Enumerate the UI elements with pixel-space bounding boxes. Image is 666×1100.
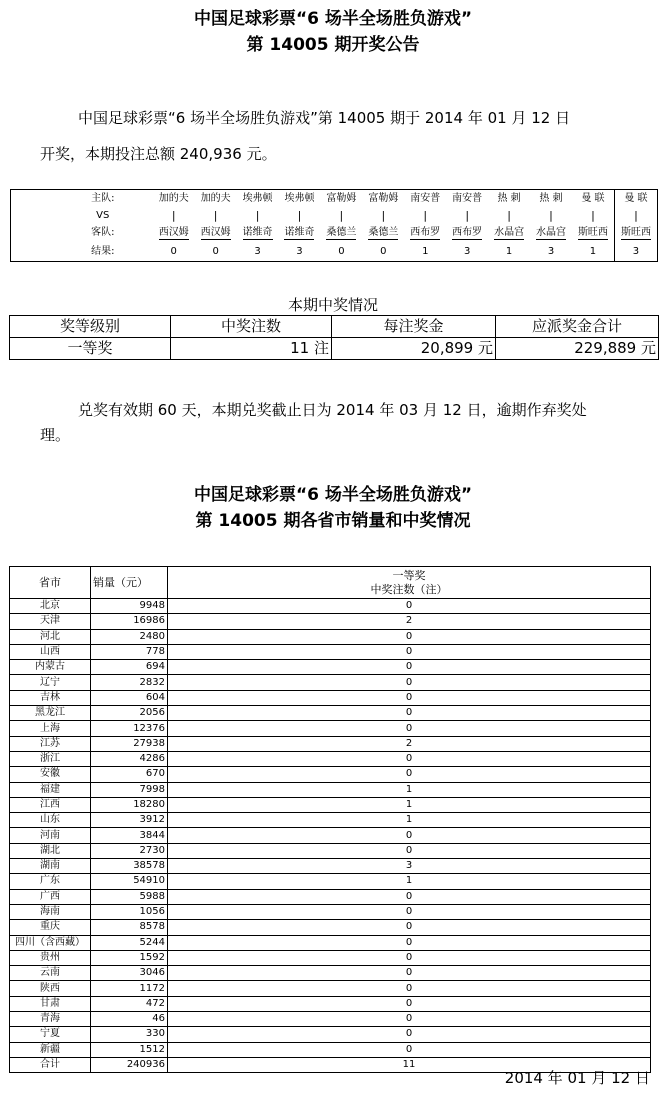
province-row [10,706,651,721]
match-result-9: 1 [505,245,513,257]
province-sales: 1592 [91,950,168,965]
province-name: 上海 [10,721,91,736]
province-row [10,981,651,996]
match-result-10: 3 [547,245,555,257]
match-result-1: 0 [170,245,177,257]
province-header: 省市 [10,567,91,599]
match-home-10: 热 刺 [539,193,563,204]
province-row [10,1012,651,1027]
province-row [10,996,651,1011]
matches-table [10,189,658,262]
province-row [10,782,651,797]
match-home-3: 埃弗顿 [242,193,273,204]
match-home-8: 南安普 [452,193,483,204]
province-row [10,1027,651,1042]
match-separator: | [591,209,595,222]
province-row [10,660,651,675]
match-separator: | [339,209,344,222]
province-sales: 54910 [91,874,168,889]
match-result-8: 3 [463,245,471,257]
province-wins: 0 [168,935,651,950]
match-away-name: 斯旺西 [620,227,651,238]
province-sales: 694 [91,660,168,675]
match-away-name: 诺维奇 [242,227,273,238]
match-separator: | [507,209,511,222]
province-wins: 1 [168,782,651,797]
province-name: 黑龙江 [10,706,91,721]
matches-vs-row [11,207,658,224]
prize-section-title: 本期中奖情况 [287,296,378,314]
match-result-3: 3 [254,245,261,257]
province-name: 云南 [10,966,91,981]
province-name: 吉林 [10,690,91,705]
match-result-11: 1 [589,245,597,257]
province-row [10,843,651,858]
match-result-12: 3 [614,241,657,262]
province-wins: 0 [168,1027,651,1042]
province-table [9,566,651,1073]
first-prize-header-sub: 中奖注数（注） [370,582,448,596]
sales-subtitle: 第 14005 期各省市销量和中奖情况 [195,511,471,531]
matches-vs-label-cell [11,207,153,224]
province-wins: 0 [168,950,651,965]
province-row [10,644,651,659]
province-sales: 778 [91,644,168,659]
province-row [10,721,651,736]
prize-total: 229,889 元 [496,338,659,360]
province-sales: 5988 [91,889,168,904]
match-separator: | [381,209,386,222]
province-row [10,751,651,766]
province-sales: 16986 [91,614,168,629]
province-name: 北京 [10,599,91,614]
matches-home-row [11,190,658,208]
province-row [10,1042,651,1057]
match-away-6 [362,224,404,241]
province-sales: 2056 [91,706,168,721]
prize-header-count: 中奖注数 [171,316,332,338]
match-separator: | [465,209,470,222]
matches-away-row [11,224,658,241]
sales-title: 中国足球彩票“6 场半全场胜负游戏” [193,485,473,505]
province-wins: 0 [168,751,651,766]
footer-date: 2014 年 01 月 12 日 [504,1069,650,1087]
province-sales: 472 [91,996,168,1011]
intro-line-2: 开奖，本期投注总额 240,936 元。 [40,145,277,163]
province-row [10,889,651,904]
matches-result-label-cell [11,241,153,262]
match-away-name: 斯旺西 [577,227,608,238]
province-wins: 1 [168,874,651,889]
match-away-name: 西布罗 [452,227,483,238]
province-sales: 27938 [91,736,168,751]
province-row [10,859,651,874]
province-wins: 0 [168,966,651,981]
province-sales: 18280 [91,797,168,812]
match-separator: | [614,207,657,224]
matches-result-row [11,241,658,262]
province-row [10,950,651,965]
province-name: 安徽 [10,767,91,782]
province-name: 天津 [10,614,91,629]
province-name: 宁夏 [10,1027,91,1042]
prize-header-level: 奖等级别 [10,316,171,338]
province-wins: 0 [168,828,651,843]
province-wins: 11 [168,1057,651,1072]
match-separator: | [213,209,218,222]
prize-header-each: 每注奖金 [332,316,496,338]
prize-header-total: 应派奖金合计 [496,316,659,338]
province-wins: 0 [168,920,651,935]
match-separator: | [171,209,176,222]
match-away-name: 西布罗 [410,227,441,238]
match-away-3 [237,224,279,241]
province-wins: 0 [168,690,651,705]
match-away-2 [195,224,237,241]
province-row [10,675,651,690]
match-home-2: 加的夫 [200,193,231,204]
province-wins: 0 [168,981,651,996]
province-row [10,767,651,782]
province-sales: 8578 [91,920,168,935]
match-away-name: 桑德兰 [368,227,399,238]
matches-home-label-cell [11,190,153,208]
province-sales: 5244 [91,935,168,950]
province-row [10,599,651,614]
sales-header: 销量（元） [91,567,168,599]
province-row [10,874,651,889]
province-wins: 0 [168,599,651,614]
province-name: 贵州 [10,950,91,965]
match-away-7 [404,224,446,241]
intro-line-1: 中国足球彩票“6 场半全场胜负游戏”第 14005 期于 2014 年 01 月 12 日 [78,109,571,127]
province-sales: 3046 [91,966,168,981]
province-name: 广东 [10,874,91,889]
province-sales: 46 [91,1012,168,1027]
province-sales: 240936 [91,1057,168,1072]
prize-count: 11 注 [171,338,332,360]
match-home-7: 南安普 [410,193,441,204]
notice-line-1: 兑奖有效期 60 天，本期兑奖截止日为 2014 年 03 月 12 日，逾期作弃奖处 [78,401,587,419]
province-name: 广西 [10,889,91,904]
province-wins: 2 [168,736,651,751]
province-name: 海南 [10,904,91,919]
province-wins: 0 [168,843,651,858]
match-separator: | [423,209,428,222]
province-sales: 2730 [91,843,168,858]
province-sales: 3844 [91,828,168,843]
province-name: 辽宁 [10,675,91,690]
matches-result-label: 结果: [91,245,115,257]
province-wins: 0 [168,996,651,1011]
province-row [10,797,651,812]
province-name: 河南 [10,828,91,843]
province-wins: 1 [168,813,651,828]
province-sales: 9948 [91,599,168,614]
match-home-12: 曼 联 [614,190,657,208]
match-separator: | [549,209,553,222]
prize-header-row [10,316,659,338]
province-name: 陕西 [10,981,91,996]
province-row [10,813,651,828]
match-result-6: 0 [380,245,387,257]
province-sales: 38578 [91,859,168,874]
matches-home-label: 主队: [91,193,115,204]
province-sales: 3912 [91,813,168,828]
province-sales: 604 [91,690,168,705]
province-name: 河北 [10,629,91,644]
province-row [10,736,651,751]
province-row [10,828,651,843]
province-sales: 1172 [91,981,168,996]
province-name: 山西 [10,644,91,659]
province-wins: 0 [168,644,651,659]
province-name: 新疆 [10,1042,91,1057]
province-sales: 2832 [91,675,168,690]
match-away-name: 水晶宫 [494,227,525,238]
match-away-name: 西汉姆 [200,227,231,238]
match-home-5: 富勒姆 [326,193,357,204]
match-away-1 [153,224,195,241]
match-home-6: 富勒姆 [368,193,399,204]
province-name: 合计 [10,1057,91,1072]
notice-line-2: 理。 [40,426,71,444]
province-wins: 1 [168,797,651,812]
match-away-9 [488,224,530,241]
province-name: 江苏 [10,736,91,751]
province-sales: 7998 [91,782,168,797]
province-sales: 670 [91,767,168,782]
province-row [10,629,651,644]
province-sales: 4286 [91,751,168,766]
province-row [10,904,651,919]
announcement-subtitle: 第 14005 期开奖公告 [246,35,420,55]
province-name: 四川（含西藏） [10,935,91,950]
province-name: 甘肃 [10,996,91,1011]
province-name: 湖南 [10,859,91,874]
province-row [10,690,651,705]
province-sales: 2480 [91,629,168,644]
province-wins: 0 [168,721,651,736]
province-name: 福建 [10,782,91,797]
first-prize-header-label: 一等奖 [392,568,426,582]
province-sales: 1056 [91,904,168,919]
province-name: 山东 [10,813,91,828]
province-wins: 2 [168,614,651,629]
province-wins: 0 [168,767,651,782]
matches-away-label-cell [11,224,153,241]
match-away-8 [446,224,488,241]
match-separator: | [297,209,302,222]
province-name: 江西 [10,797,91,812]
prize-table [9,315,659,360]
first-prize-header [168,567,651,599]
province-wins: 0 [168,706,651,721]
match-result-2: 0 [212,245,219,257]
match-home-9: 热 刺 [497,193,521,204]
match-home-1: 加的夫 [158,193,189,204]
province-row [10,920,651,935]
province-wins: 0 [168,660,651,675]
province-name: 重庆 [10,920,91,935]
province-name: 湖北 [10,843,91,858]
match-away-10 [530,224,572,241]
prize-row [10,338,659,360]
province-sales: 12376 [91,721,168,736]
match-result-4: 3 [296,245,303,257]
match-away-name: 西汉姆 [158,227,189,238]
match-away-name: 诺维奇 [284,227,315,238]
match-away-5 [320,224,362,241]
match-separator: | [255,209,260,222]
match-away-11 [572,224,614,241]
match-away-12 [614,224,657,241]
match-result-7: 1 [422,245,429,257]
announcement-title: 中国足球彩票“6 场半全场胜负游戏” [193,9,473,29]
province-wins: 3 [168,859,651,874]
province-wins: 0 [168,889,651,904]
province-wins: 0 [168,904,651,919]
province-name: 内蒙古 [10,660,91,675]
prize-each: 20,899 元 [332,338,496,360]
province-wins: 0 [168,1012,651,1027]
matches-vs-label: VS [96,210,110,221]
province-wins: 0 [168,1042,651,1057]
match-away-name: 桑德兰 [326,227,357,238]
prize-level: 一等奖 [10,338,171,360]
province-name: 青海 [10,1012,91,1027]
province-row [10,614,651,629]
match-result-5: 0 [338,245,345,257]
province-row [10,935,651,950]
province-wins: 0 [168,629,651,644]
province-header-row [10,567,651,599]
province-sales: 330 [91,1027,168,1042]
province-sales: 1512 [91,1042,168,1057]
matches-away-label: 客队: [91,227,115,238]
match-home-11: 曼 联 [581,193,605,204]
match-away-name: 水晶宫 [536,227,567,238]
province-wins: 0 [168,675,651,690]
match-home-4: 埃弗顿 [284,193,315,204]
province-name: 浙江 [10,751,91,766]
match-away-4 [279,224,321,241]
province-row [10,966,651,981]
